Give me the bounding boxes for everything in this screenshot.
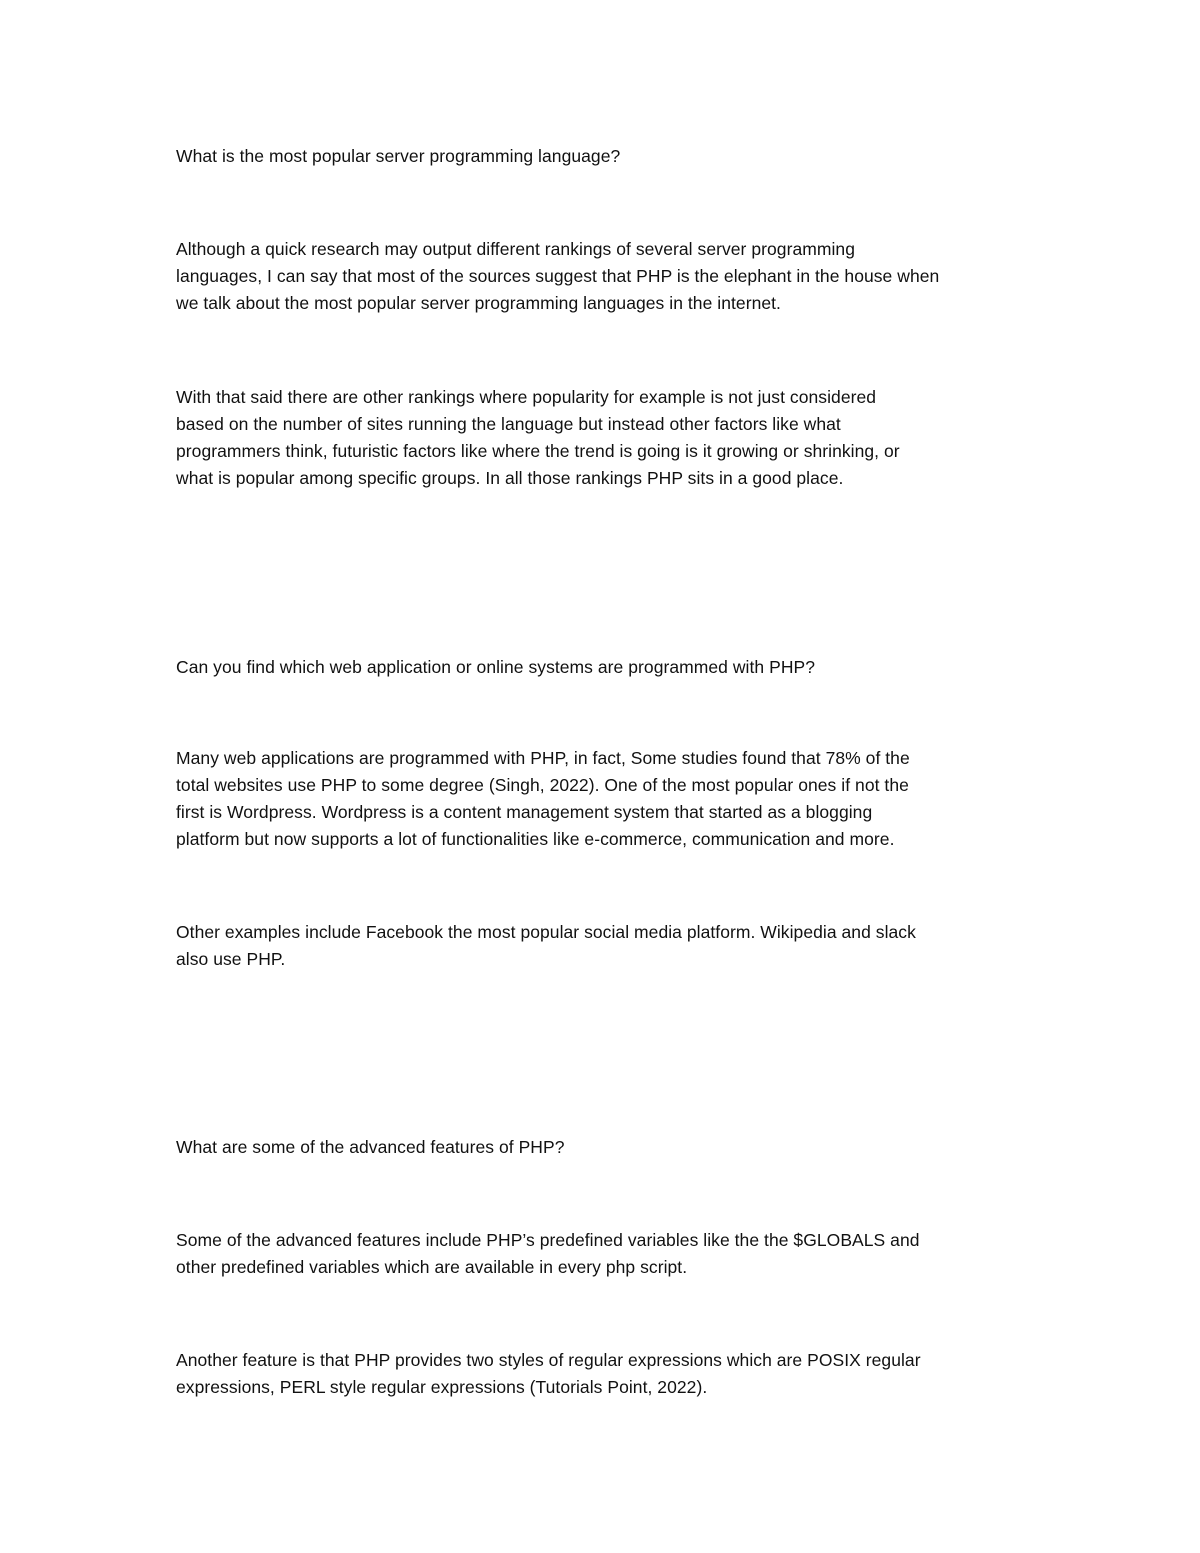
text-line: languages, I can say that most of the sources suggest that PHP is the elephant in the house when xyxy=(176,266,940,286)
question-heading xyxy=(176,654,1036,681)
text-line: Can you find which web application or online systems are programmed with PHP? xyxy=(176,657,816,677)
text-line: Another feature is that PHP provides two styles of regular expressions which are POSIX regular xyxy=(176,1350,921,1370)
text-line: platform but now supports a lot of functionalities like e-commerce, communication and more. xyxy=(176,829,895,849)
text-line: Other examples include Facebook the most popular social media platform. Wikipedia and slack xyxy=(176,922,916,942)
text-line: also use PHP. xyxy=(176,949,286,969)
text-line: based on the number of sites running the language but instead other factors like what xyxy=(176,414,841,434)
text-line: total websites use PHP to some degree (Singh, 2022). One of the most popular ones if not the xyxy=(176,775,909,795)
paragraph xyxy=(176,919,1036,973)
question-heading xyxy=(176,143,1036,170)
text-line: other predefined variables which are available in every php script. xyxy=(176,1257,688,1277)
text-line: Although a quick research may output different rankings of several server programming xyxy=(176,239,855,259)
text-line: we talk about the most popular server programming languages in the internet. xyxy=(176,293,781,313)
paragraph xyxy=(176,1227,1036,1281)
text-line: Many web applications are programmed with PHP, in fact, Some studies found that 78% of the xyxy=(176,748,910,768)
text-line: Some of the advanced features include PHP’s predefined variables like the the $GLOBALS and xyxy=(176,1230,920,1250)
paragraph xyxy=(176,384,1036,492)
text-line: What is the most popular server programming language? xyxy=(176,146,621,166)
paragraph xyxy=(176,236,1036,317)
question-heading xyxy=(176,1134,1036,1161)
paragraph xyxy=(176,1347,1036,1401)
text-line: What are some of the advanced features of PHP? xyxy=(176,1137,565,1157)
text-line: expressions, PERL style regular expressions (Tutorials Point, 2022). xyxy=(176,1377,708,1397)
text-line: first is Wordpress. Wordpress is a content management system that started as a blogging xyxy=(176,802,873,822)
text-line: programmers think, futuristic factors like where the trend is going is it growing or shrinking, or xyxy=(176,441,900,461)
text-line: what is popular among specific groups. In all those rankings PHP sits in a good place. xyxy=(176,468,844,488)
text-line: With that said there are other rankings where popularity for example is not just considered xyxy=(176,387,877,407)
paragraph xyxy=(176,745,1036,853)
